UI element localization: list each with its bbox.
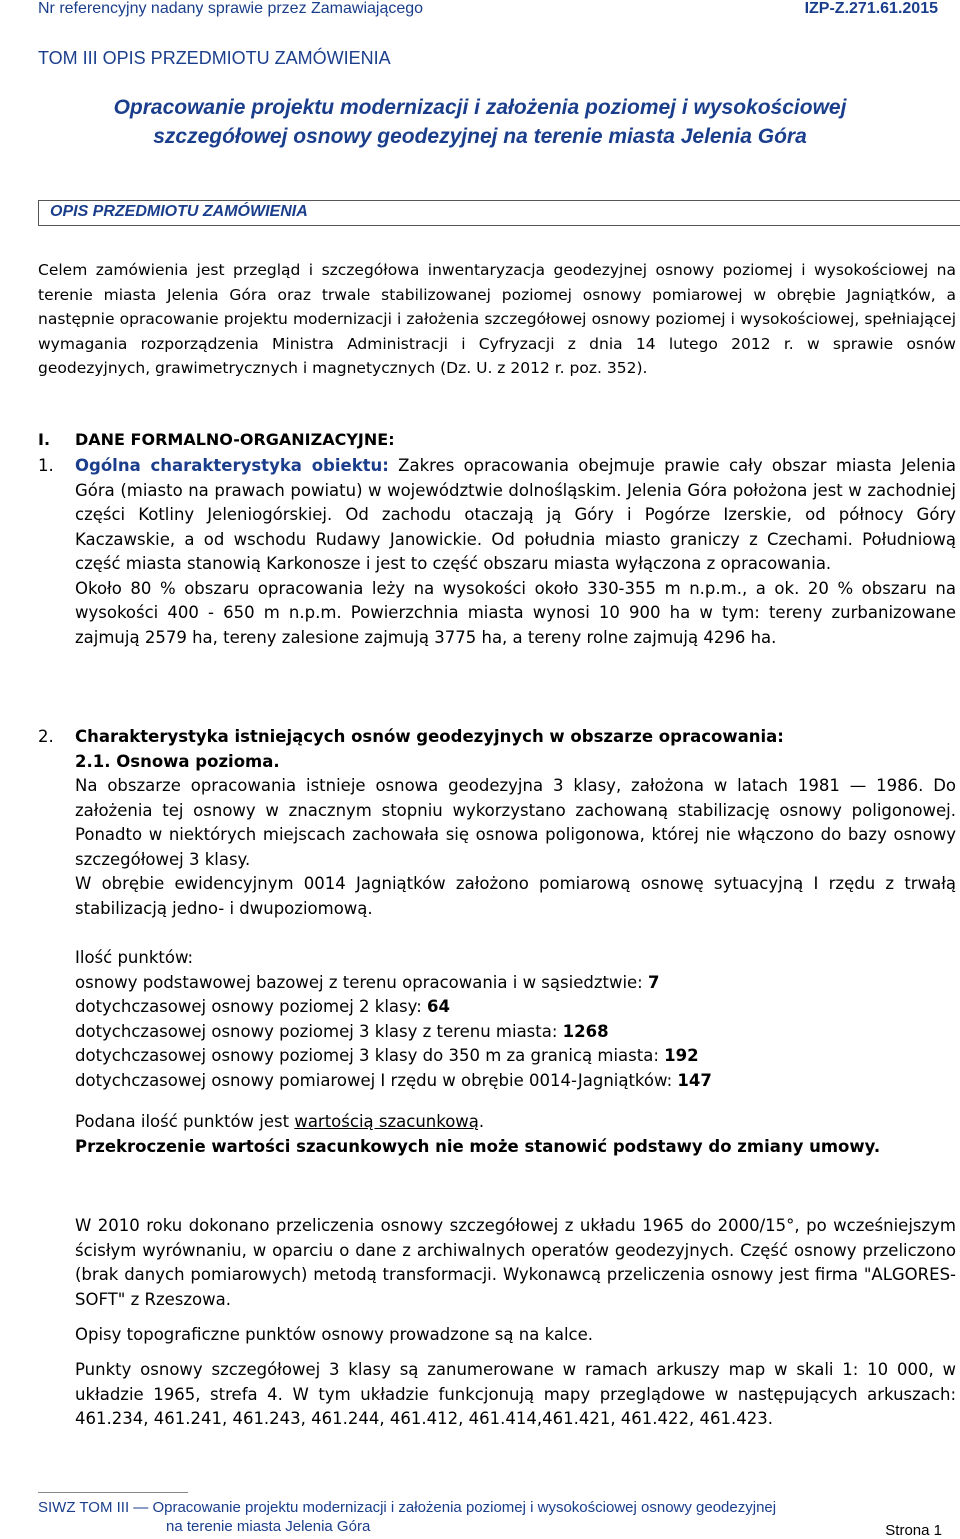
estimate-paragraph xyxy=(75,1110,956,1135)
estimate-note xyxy=(75,1110,956,1159)
section-1-number: I. xyxy=(38,430,51,449)
estimate-warning: Przekroczenie wartości szacunkowych nie może stanowić podstawy do zmiany umowy. xyxy=(75,1136,881,1156)
point-count-value: 147 xyxy=(677,1070,712,1090)
point-count-row xyxy=(75,1069,956,1094)
document-title xyxy=(0,93,960,151)
section-heading: OPIS PRZEDMIOTU ZAMÓWIENIA xyxy=(50,203,308,220)
point-count-label: dotychczasowej osnowy poziomej 3 klasy do 350 m za granicą miasta: xyxy=(75,1046,665,1065)
item-1-text: Zakres opracowania obejmuje prawie cały obszar miasta Jelenia Góra (miasto na prawach powiatu) w województwie dolnośląskim. Jelenia Góra położona jest w zachodniej części Kotliny Jeleniogórskiej. Od zachodu otaczają ją Góry i Pogórze Izerskie, od północy Góry Kaczawskie, a od wschodu Rudawy Janowickie. Od południa miasto graniczy z Czechami. Południową część miasta stanowią Karkonosze i jest to część obszaru miasta wyłączona z opracowania. xyxy=(75,456,956,573)
point-counts xyxy=(75,946,956,1093)
item-1-paragraph-2: Około 80 % obszaru opracowania leży na wysokości około 330-355 m n.p.m., a ok. 20 % obszaru na wysokości 400 - 650 m n.p.m. Powierzchnia miasta wynosi 10 900 ha w tym: tereny zurbanizowane zajmują 2579 ha, tereny zalesione zajmują 3775 ha, a tereny rolne zajmują 4296 ha. xyxy=(75,578,956,647)
page-number: Strona 1 xyxy=(885,1522,942,1539)
item-1-label: Ogólna charakterystyka obiektu: xyxy=(75,456,389,475)
point-count-label: dotychczasowej osnowy pomiarowej I rzędu w obrębie 0014-Jagniątków: xyxy=(75,1070,678,1090)
point-count-value: 1268 xyxy=(562,1021,609,1041)
header-case-number: IZP-Z.271.61.2015 xyxy=(804,0,938,17)
estimate-underlined: wartością szacunkową xyxy=(294,1112,479,1131)
point-count-row xyxy=(75,1044,956,1069)
point-count-row xyxy=(75,1020,956,1045)
paragraph-2010: W 2010 roku dokonano przeliczenia osnowy szczegółowej z układu 1965 do 2000/15°, po wcześniejszym ścisłym wyrównaniu, w oparciu o dane z archiwalnych operatów geodezyjnych. Część osnowy przeliczono (brak danych pomiarowych) metodą transformacji. Wykonawcą przeliczenia osnowy jest firma "ALGORES-SOFT" z Rzeszowa. xyxy=(75,1216,956,1309)
footer xyxy=(38,1498,960,1536)
intro-paragraph: Celem zamówienia jest przegląd i szczegółowa inwentaryzacja geodezyjnej osnowy poziomej i wysokościowej na terenie miasta Jelenia Góra oraz trwale stabilizowanej poziomej osnowy pomiarowej w obrębie Jagniątków, a następnie opracowanie projektu modernizacji i założenia szczegółowej osnowy poziomej i wysokościowej, spełniającej wymagania rozporządzenia Ministra Administracji i Cyfryzacji z dnia 14 lutego 2012 r. w sprawie osnów geodezyjnych, grawimetrycznych i magnetycznych (Dz. U. z 2012 r. poz. 352). xyxy=(38,261,956,377)
point-count-label: dotychczasowej osnowy poziomej 2 klasy: xyxy=(75,997,428,1016)
estimate-suffix: . xyxy=(478,1112,485,1131)
item-2 xyxy=(38,725,956,921)
subsection-2-1-title: 2.1. Osnowa pozioma. xyxy=(75,751,280,771)
point-count-label: osnowy podstawowej bazowej z terenu opracowania i w sąsiedztwie: xyxy=(75,972,648,992)
paragraph-topographic-descriptions: Opisy topograficzne punktów osnowy prowadzone są na kalce. xyxy=(75,1325,594,1344)
point-count-value: 192 xyxy=(664,1046,699,1065)
point-count-value: 64 xyxy=(427,997,450,1016)
item-2-title: Charakterystyka istniejących osnów geodezyjnych w obszarze opracowania: xyxy=(75,727,784,746)
footer-line-1: SIWZ TOM III — Opracowanie projektu modernizacji i założenia poziomej i wysokościowej osnowy geodezyjnej xyxy=(38,1499,777,1516)
paragraph-point-numbering: Punkty osnowy szczegółowej 3 klasy są zanumerowane w ramach arkuszy map w skali 1: 10 000, w układzie 1965, strefa 4. W tym układzie funkcjonują mapy przeglądowe w następujących arkuszach: 461.234, 461.241, 461.243, 461.244, 461.412, 461.414,461.421, 461.422, 461.423. xyxy=(75,1360,956,1428)
document-title-line-1: Opracowanie projektu modernizacji i założenia poziomej i wysokościowej xyxy=(113,96,847,119)
point-count-row xyxy=(75,971,956,996)
footer-divider xyxy=(38,1492,188,1493)
section-1-heading xyxy=(38,430,395,449)
point-counts-heading: Ilość punktów: xyxy=(75,948,194,967)
point-count-value: 7 xyxy=(648,972,660,992)
item-1-number: 1. xyxy=(38,456,54,475)
item-1 xyxy=(38,454,956,650)
header-reference-label: Nr referencyjny nadany sprawie przez Zamawiającego xyxy=(38,0,424,17)
item-2-paragraph-1: Na obszarze opracowania istnieje osnowa geodezyjna 3 klasy, założona w latach 1981 — 1986. Do założenia tej osnowy w znacznym stopniu wykorzystano zachowaną stabilizację osnowy poligonowej. Ponadto w niektórych miejscach zachowała się osnowa poligonowa, której nie włączono do bazy osnowy szczegółowej 3 klasy. xyxy=(75,776,956,869)
point-count-row xyxy=(75,995,956,1020)
footer-line-2: na terenie miasta Jelenia Góra xyxy=(166,1518,371,1535)
estimate-prefix: Podana ilość punktów jest xyxy=(75,1112,295,1131)
section-1-title: DANE FORMALNO-ORGANIZACYJNE: xyxy=(75,430,395,449)
item-2-number: 2. xyxy=(38,727,54,746)
point-count-label: dotychczasowej osnowy poziomej 3 klasy z terenu miasta: xyxy=(75,1021,563,1041)
document-title-line-2: szczegółowej osnowy geodezyjnej na terenie miasta Jelenia Góra xyxy=(153,125,807,148)
item-2-paragraph-2: W obrębie ewidencyjnym 0014 Jagniątków założono pomiarową osnowę sytuacyjną I rzędu z trwałą stabilizacją jedno- i dwupoziomową. xyxy=(75,874,956,918)
volume-title: TOM III OPIS PRZEDMIOTU ZAMÓWIENIA xyxy=(38,48,391,68)
item-1-paragraph xyxy=(75,454,956,577)
